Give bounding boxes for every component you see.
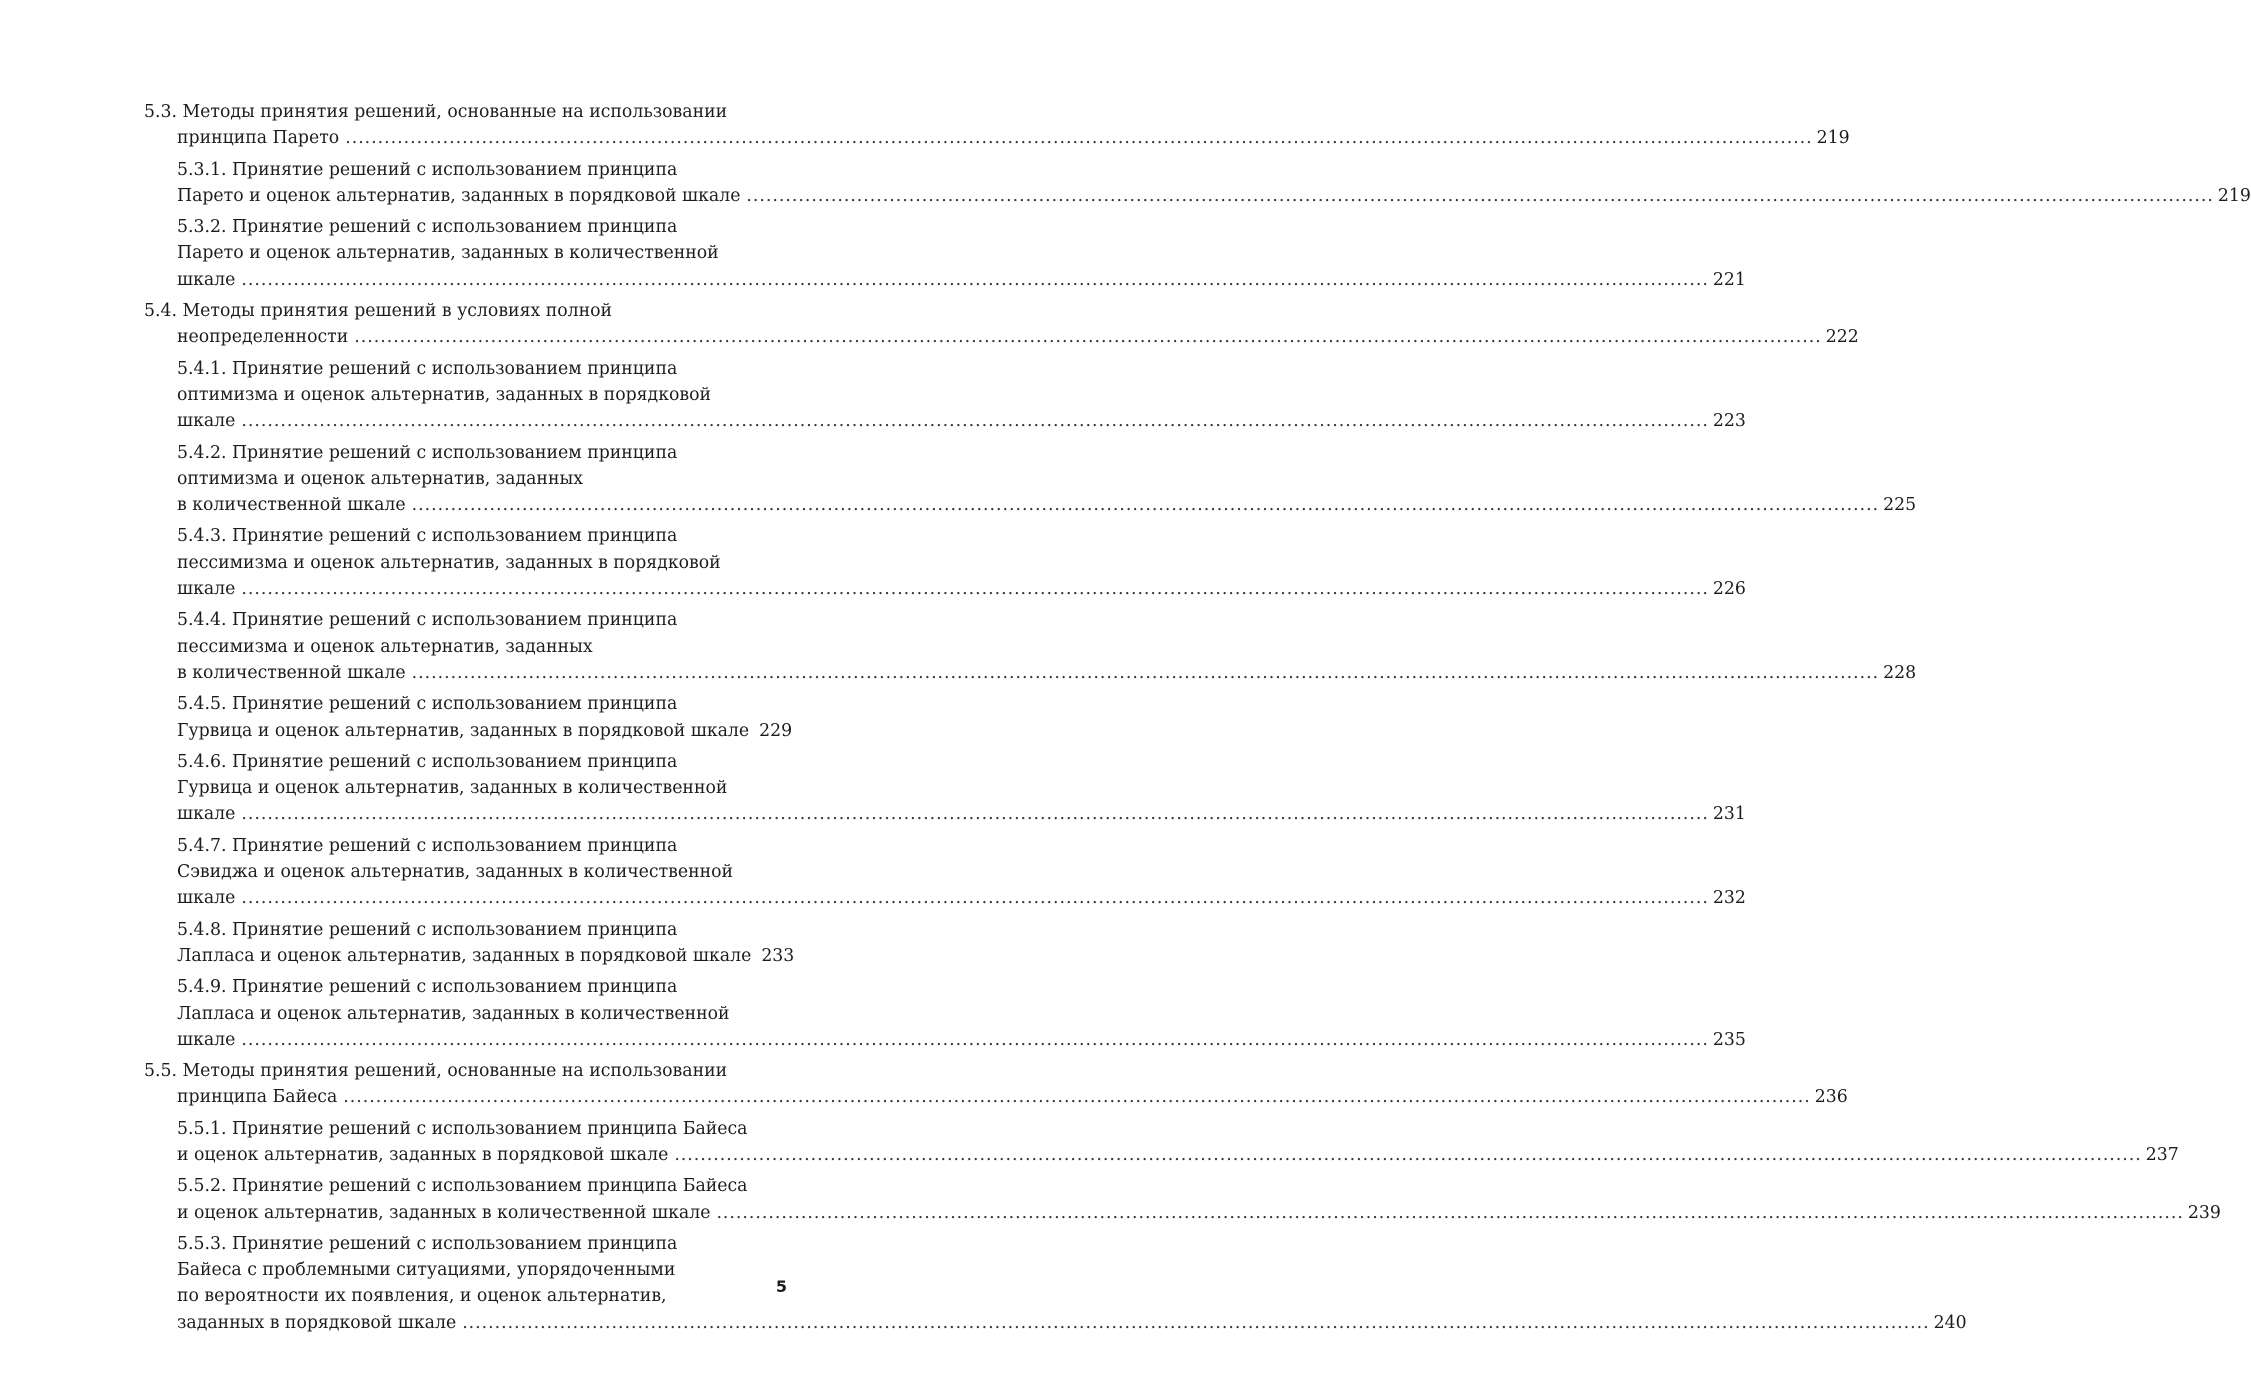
toc-entry-line	[144, 749, 787, 775]
toc-subsection-entry	[144, 440, 1917, 519]
toc-entry-text: 5.4.9. Принятие решений с использованием принципа	[177, 977, 678, 998]
toc-entry-line	[144, 1142, 2179, 1168]
toc-entry-text: Байеса с проблемными ситуациями, упорядоченными	[177, 1260, 676, 1281]
toc-subsection-entry	[144, 214, 1746, 293]
toc-entry-line	[144, 157, 787, 183]
dot-leader	[241, 408, 1708, 434]
toc-entry-text: шкале	[177, 579, 236, 600]
toc-entry-line	[144, 885, 1746, 911]
toc-entry-text: в количественной шкале	[177, 495, 406, 516]
toc-entry-text: 5.4.8. Принятие решений с использованием принципа	[177, 919, 678, 940]
toc-entry-line	[144, 408, 1746, 434]
dot-leader	[412, 660, 1879, 686]
toc-entry-text: 5.5.2. Принятие решений с использованием принципа Байеса	[177, 1176, 748, 1197]
toc-page-number: 232	[1712, 888, 1746, 909]
toc-subsection-entry	[144, 833, 1746, 912]
toc-entry-line	[144, 607, 787, 633]
toc-entry-text: 5.4. Методы принятия решений в условиях полной	[144, 301, 613, 322]
toc-entry-text: 5.4.4. Принятие решений с использованием принципа	[177, 610, 678, 631]
toc-entry-text: 5.4.6. Принятие решений с использованием принципа	[177, 751, 678, 772]
toc-entry-line	[144, 943, 795, 969]
toc-entry-line	[144, 1310, 1967, 1336]
toc-entry-line	[144, 833, 787, 859]
toc-entry-text: шкале	[177, 804, 236, 825]
toc-entry-text: 5.4.3. Принятие решений с использованием принципа	[177, 526, 678, 547]
toc-subsection-entry	[144, 523, 1746, 602]
dot-leader	[674, 1142, 2141, 1168]
toc-entry-line	[144, 1173, 787, 1199]
toc-entry-line	[144, 324, 1859, 350]
toc-entry-line	[144, 382, 787, 408]
toc-subsection-entry	[144, 917, 795, 970]
toc-entry-text: принципа Парето	[177, 128, 340, 149]
toc-subsection-entry	[144, 157, 2251, 210]
dot-leader	[241, 576, 1708, 602]
dot-leader	[241, 885, 1708, 911]
toc-entry-line	[144, 1001, 787, 1027]
toc-entry-line	[144, 576, 1746, 602]
toc-section-entry	[144, 99, 1850, 152]
toc-entry-text: Парето и оценок альтернатив, заданных в порядковой шкале	[177, 185, 741, 206]
dot-leader	[354, 324, 1821, 350]
toc-entry-line	[144, 691, 787, 717]
toc-entry-line	[144, 125, 1850, 151]
dot-leader	[412, 492, 1879, 518]
toc-entry-text: 5.4.5. Принятие решений с использованием принципа	[177, 694, 678, 715]
toc-entry-line	[144, 267, 1746, 293]
toc-entry-text: заданных в порядковой шкале	[177, 1312, 457, 1333]
toc-entry-text: принципа Байеса	[177, 1087, 338, 1108]
toc-page-number: 233	[761, 945, 795, 966]
toc-entry-line	[144, 1231, 787, 1257]
toc-entry-line	[144, 240, 787, 266]
toc-entry-line	[144, 550, 787, 576]
dot-leader	[746, 183, 2213, 209]
toc-entry-line	[144, 917, 787, 943]
dot-leader	[343, 1084, 1810, 1110]
toc-section-entry	[144, 1058, 1848, 1111]
toc-entry-text: Гурвица и оценок альтернатив, заданных в порядковой шкале	[177, 720, 750, 741]
toc-page-number: 219	[1816, 128, 1850, 149]
toc-page-number: 223	[1712, 411, 1746, 432]
toc-entry-line	[144, 1084, 1848, 1110]
toc-page-number: 239	[2187, 1202, 2221, 1223]
dot-leader	[716, 1200, 2183, 1226]
toc-entry-text: 5.5.3. Принятие решений с использованием принципа	[177, 1233, 678, 1254]
toc-entry-text: 5.5. Методы принятия решений, основанные на использовании	[144, 1061, 728, 1082]
toc-entry-text: шкале	[177, 269, 236, 290]
toc-entry-line	[144, 775, 787, 801]
toc-entry-line	[144, 801, 1746, 827]
toc-page-number: 221	[1712, 269, 1746, 290]
toc-entry-text: 5.4.1. Принятие решений с использованием принципа	[177, 358, 678, 379]
toc-entry-text: Лапласа и оценок альтернатив, заданных в порядковой шкале	[177, 945, 752, 966]
toc-entry-text: оптимизма и оценок альтернатив, заданных в порядковой	[177, 384, 712, 405]
toc-entry-line	[144, 1058, 787, 1084]
toc-entry-text: 5.3.1. Принятие решений с использованием принципа	[177, 159, 678, 180]
toc-page-number: 235	[1712, 1029, 1746, 1050]
toc-page-number: 228	[1883, 662, 1917, 683]
toc-page-number: 229	[759, 720, 793, 741]
toc-entry-line	[144, 660, 1917, 686]
toc-page-number: 225	[1883, 495, 1917, 516]
dot-leader	[241, 1027, 1708, 1053]
toc-page-number: 236	[1814, 1087, 1848, 1108]
toc-entry-line	[144, 859, 787, 885]
toc-subsection-entry	[144, 1231, 1967, 1336]
toc-page-number: 237	[2145, 1144, 2179, 1165]
toc-entry-line	[144, 298, 787, 324]
dot-leader	[462, 1310, 1929, 1336]
dot-leader	[345, 125, 1812, 151]
toc-entry-line	[144, 634, 787, 660]
toc-entry-text: Парето и оценок альтернатив, заданных в количественной	[177, 243, 719, 264]
toc-entry-text: Гурвица и оценок альтернатив, заданных в количественной	[177, 778, 728, 799]
table-of-contents	[144, 99, 2251, 1341]
toc-entry-text: неопределенности	[177, 327, 349, 348]
toc-entry-line	[144, 718, 793, 744]
toc-entry-line	[144, 356, 787, 382]
toc-subsection-entry	[144, 691, 793, 744]
toc-entry-line	[144, 1116, 787, 1142]
toc-entry-text: оптимизма и оценок альтернатив, заданных	[177, 468, 583, 489]
toc-entry-text: и оценок альтернатив, заданных в порядковой шкале	[177, 1144, 669, 1165]
toc-subsection-entry	[144, 1173, 2221, 1226]
toc-entry-text: шкале	[177, 411, 236, 432]
toc-entry-line	[144, 99, 787, 125]
toc-entry-text: по вероятности их появления, и оценок альтернатив,	[177, 1286, 667, 1307]
toc-page-number: 240	[1933, 1312, 1967, 1333]
toc-entry-text: в количественной шкале	[177, 662, 406, 683]
toc-entry-line	[144, 492, 1917, 518]
toc-subsection-entry	[144, 974, 1746, 1053]
toc-section-entry	[144, 298, 1859, 351]
toc-entry-line	[144, 1027, 1746, 1053]
toc-entry-text: пессимизма и оценок альтернатив, заданных	[177, 636, 593, 657]
toc-entry-text: 5.5.1. Принятие решений с использованием принципа Байеса	[177, 1118, 748, 1139]
toc-subsection-entry	[144, 1116, 2179, 1169]
toc-entry-text: 5.4.2. Принятие решений с использованием принципа	[177, 442, 678, 463]
toc-subsection-entry	[144, 356, 1746, 435]
toc-entry-text: Лапласа и оценок альтернатив, заданных в количественной	[177, 1003, 730, 1024]
toc-entry-line	[144, 466, 787, 492]
page-number: 5	[775, 1277, 787, 1296]
toc-entry-text: и оценок альтернатив, заданных в количественной шкале	[177, 1202, 711, 1223]
toc-subsection-entry	[144, 607, 1917, 686]
toc-page-number: 222	[1825, 327, 1859, 348]
toc-entry-line	[144, 1257, 787, 1283]
dot-leader	[241, 801, 1708, 827]
toc-entry-line	[144, 183, 2251, 209]
toc-entry-text: 5.3.2. Принятие решений с использованием принципа	[177, 217, 678, 238]
toc-entry-text: 5.4.7. Принятие решений с использованием принципа	[177, 835, 678, 856]
toc-entry-line	[144, 1200, 2221, 1226]
toc-subsection-entry	[144, 749, 1746, 828]
toc-entry-text: шкале	[177, 1029, 236, 1050]
toc-page-number: 231	[1712, 804, 1746, 825]
toc-entry-text: шкале	[177, 888, 236, 909]
dot-leader	[241, 267, 1708, 293]
toc-entry-text: 5.3. Методы принятия решений, основанные на использовании	[144, 102, 728, 122]
toc-entry-line	[144, 440, 787, 466]
toc-page-number: 226	[1712, 579, 1746, 600]
toc-entry-line	[144, 974, 787, 1000]
toc-page-number: 219	[2217, 185, 2251, 206]
toc-entry-line	[144, 214, 787, 240]
toc-entry-line	[144, 523, 787, 549]
toc-entry-text: Сэвиджа и оценок альтернатив, заданных в количественной	[177, 862, 734, 883]
toc-entry-line	[144, 1283, 787, 1309]
toc-entry-text: пессимизма и оценок альтернатив, заданных в порядковой	[177, 552, 721, 573]
